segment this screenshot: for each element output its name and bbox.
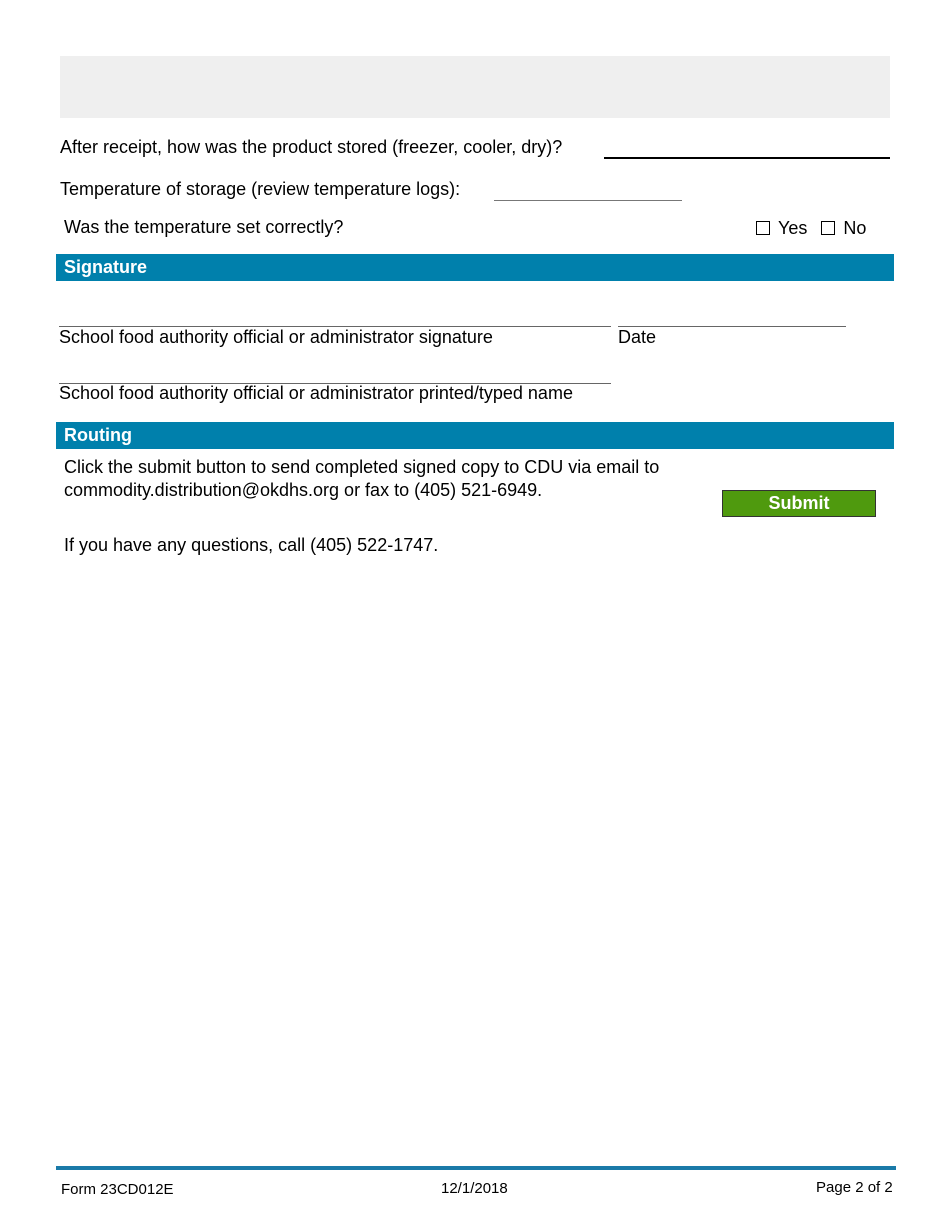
temp-set-options xyxy=(756,217,880,239)
routing-instructions: Click the submit button to send completed signed copy to CDU via email to commodity.distribution@okdhs.org or fax to (405) 521-6949. xyxy=(64,457,660,500)
yes-checkbox[interactable] xyxy=(756,221,770,235)
temperature-field[interactable] xyxy=(494,182,682,201)
stored-question-label: After receipt, how was the product stored (freezer, cooler, dry)? xyxy=(60,137,563,157)
form-date: 12/1/2018 xyxy=(441,1180,508,1197)
submit-button[interactable]: Submit xyxy=(722,490,876,517)
temp-set-question-label: Was the temperature set correctly? xyxy=(64,217,344,237)
temperature-question-label: Temperature of storage (review temperature logs): xyxy=(60,179,461,199)
page-number: Page 2 of 2 xyxy=(816,1179,893,1196)
no-checkbox[interactable] xyxy=(821,221,835,235)
routing-section-header: Routing xyxy=(56,422,894,449)
yes-label: Yes xyxy=(778,217,808,238)
footer-rule xyxy=(56,1166,896,1170)
signature-section-header: Signature xyxy=(56,254,894,281)
date-label: Date xyxy=(618,327,657,347)
printed-name-label: School food authority official or administrator printed/typed name xyxy=(59,383,573,403)
form-number: Form 23CD012E xyxy=(61,1181,174,1198)
no-label: No xyxy=(843,217,867,238)
questions-contact-text: If you have any questions, call (405) 522-1747. xyxy=(64,535,439,555)
top-placeholder-box xyxy=(60,56,890,118)
signature-label: School food authority official or administrator signature xyxy=(59,327,493,347)
stored-method-field[interactable] xyxy=(604,140,890,159)
